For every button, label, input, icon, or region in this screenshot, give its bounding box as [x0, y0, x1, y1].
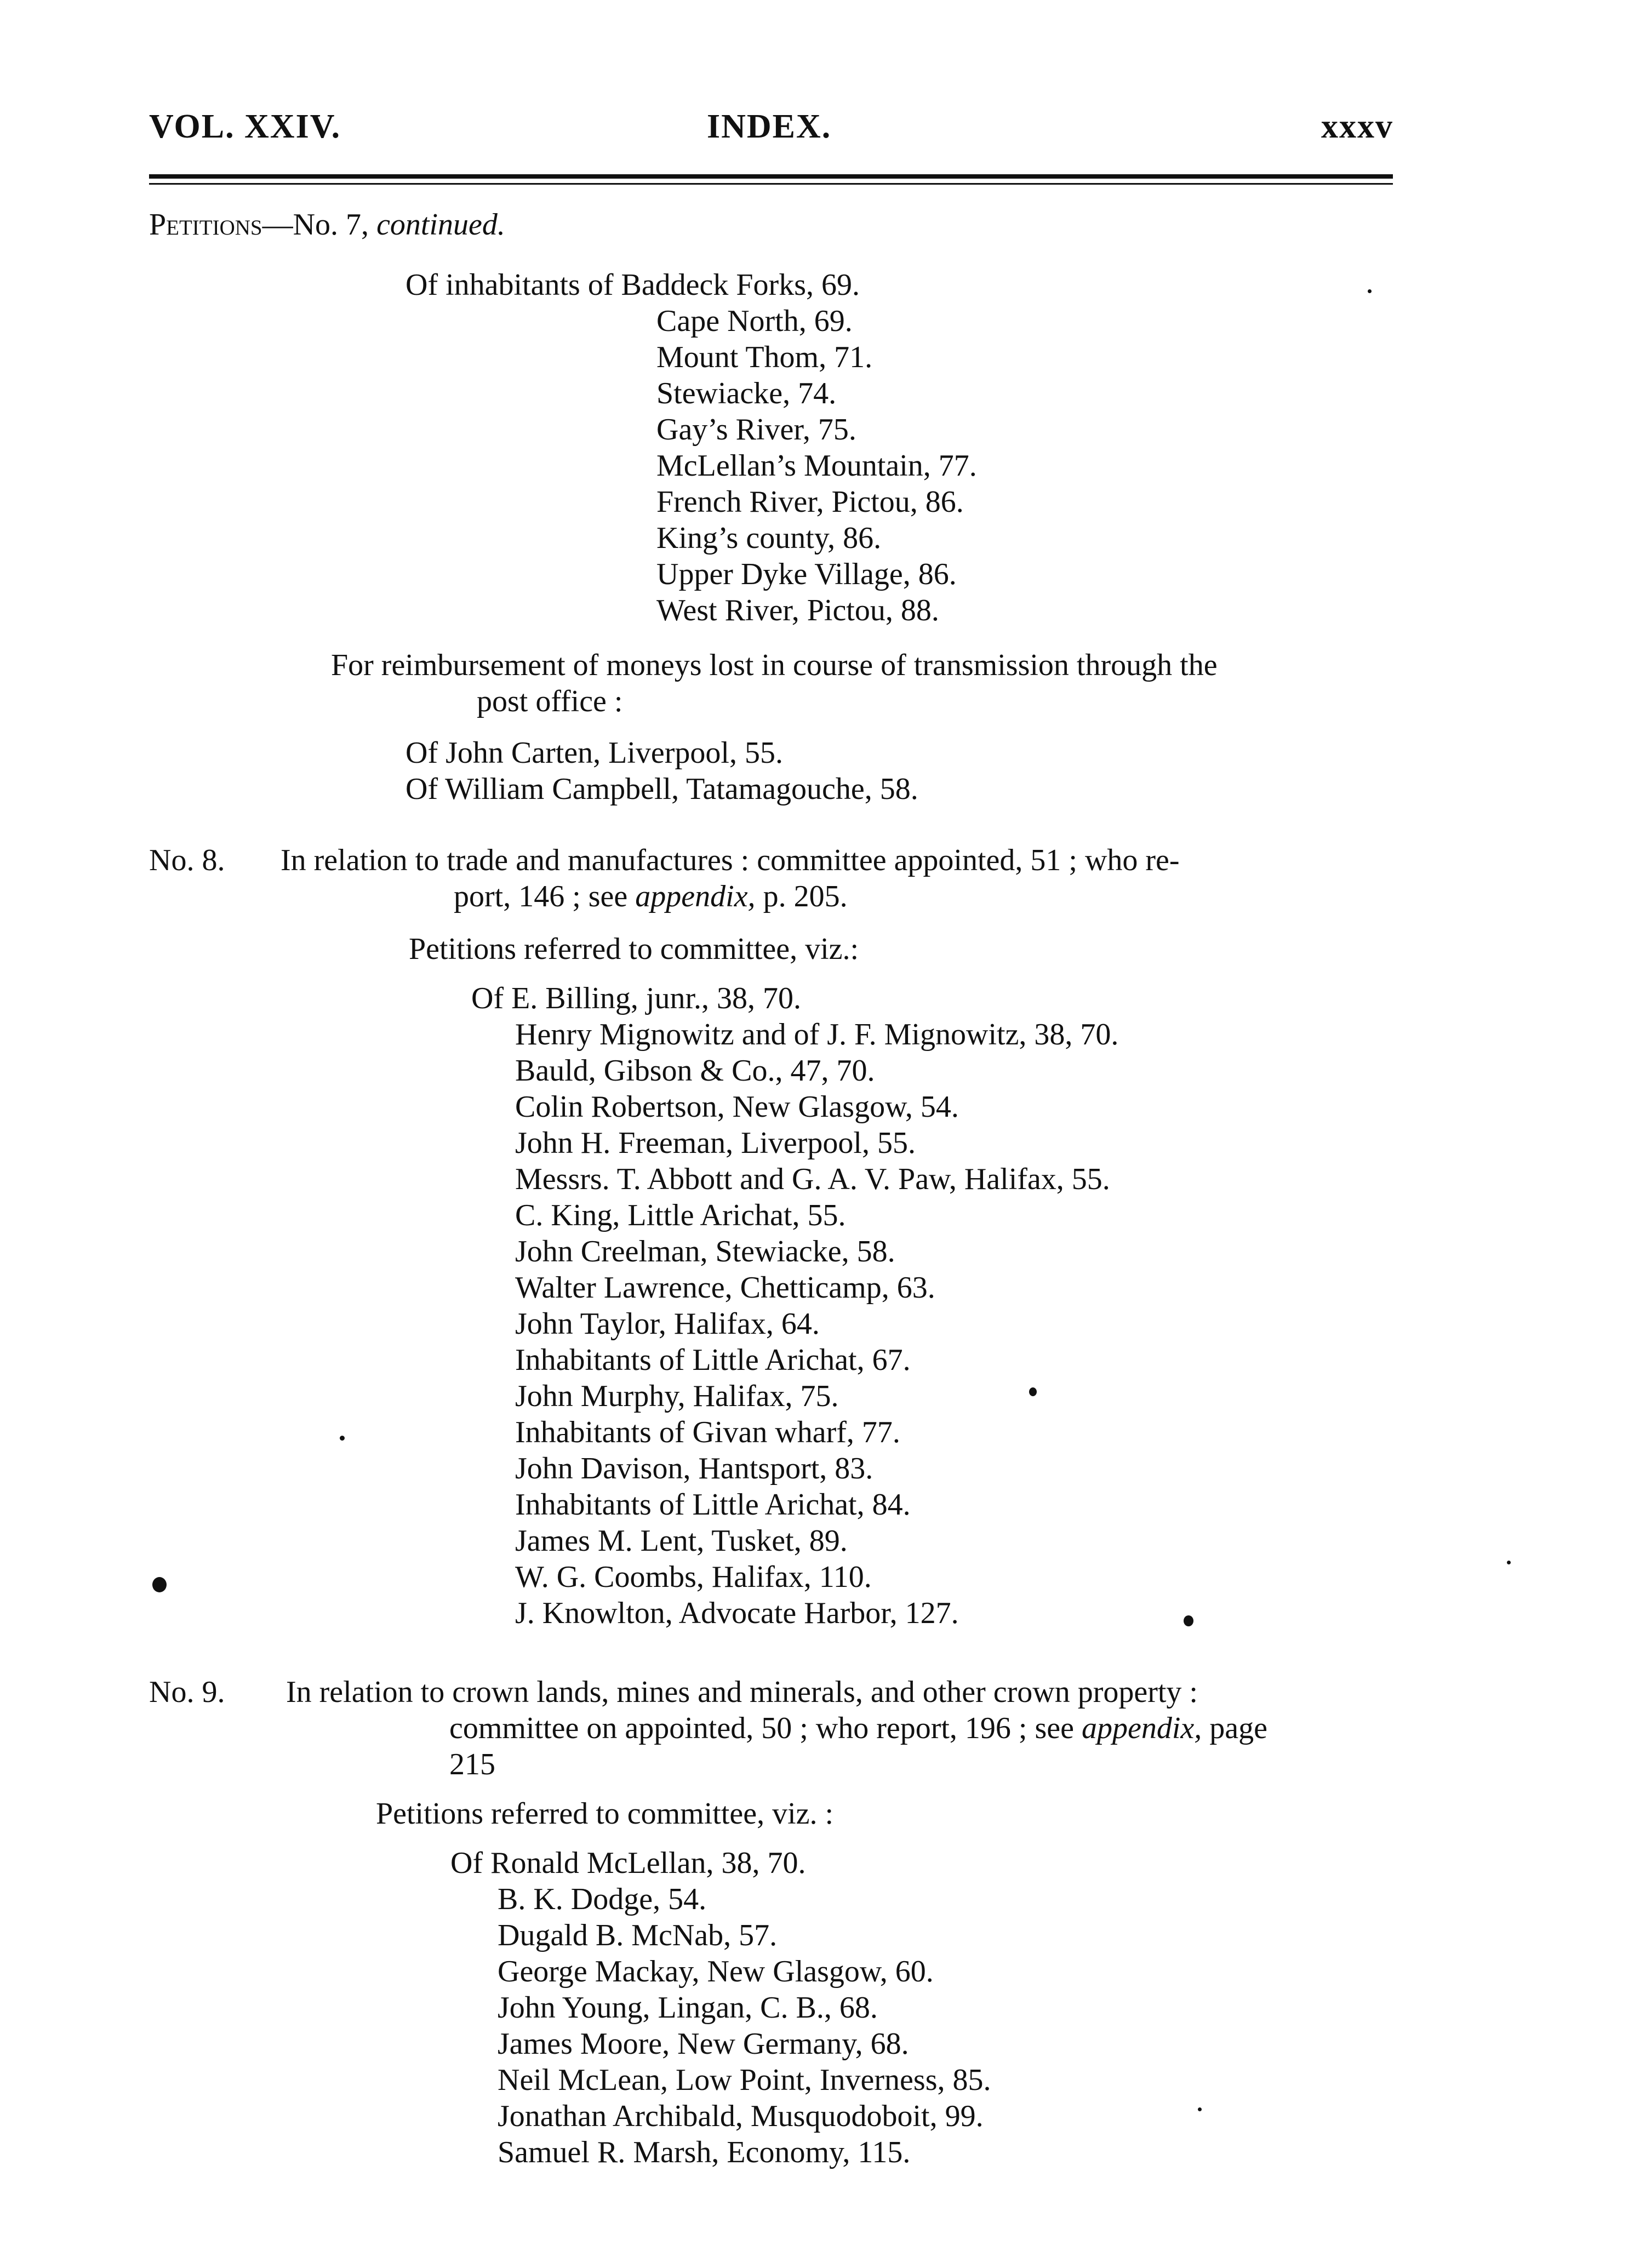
no9-number: No. 9. — [149, 1675, 225, 1709]
no9-petition-item: Neil McLean, Low Point, Inverness, 85. — [498, 2063, 991, 2097]
no7-place-item: King’s county, 86. — [656, 521, 882, 555]
no8-petition-item: Messrs. T. Abbott and G. A. V. Paw, Halifax, 55. — [515, 1162, 1110, 1196]
running-header-volume: VOL. XXIV. — [149, 108, 341, 145]
no8-petition-item: James M. Lent, Tusket, 89. — [515, 1524, 848, 1558]
no8-petition-item: Inhabitants of Little Arichat, 84. — [515, 1488, 911, 1522]
no8-petition-item: Inhabitants of Givan wharf, 77. — [515, 1415, 900, 1449]
no7-reimbursement-item: Of John Carten, Liverpool, 55. — [405, 736, 783, 770]
ink-speck — [1198, 2107, 1202, 2111]
no8-appendix-italic: appendix, — [635, 879, 756, 913]
no8-petition-item: John Davison, Hantsport, 83. — [515, 1452, 873, 1486]
no7-place-item: French River, Pictou, 86. — [656, 485, 964, 519]
no8-description-text: port, 146 ; see — [454, 879, 636, 913]
no7-place-item: McLellan’s Mountain, 77. — [656, 449, 977, 483]
no8-petitions-heading: Petitions referred to committee, viz.: — [409, 932, 859, 966]
no8-petition-item: J. Knowlton, Advocate Harbor, 127. — [515, 1596, 959, 1630]
no8-petition-item: John Taylor, Halifax, 64. — [515, 1307, 820, 1341]
no8-petition-item: Colin Robertson, New Glasgow, 54. — [515, 1090, 959, 1124]
continued-heading-number: —No. 7, — [262, 208, 377, 242]
no8-petition-item: Bauld, Gibson & Co., 47, 70. — [515, 1054, 875, 1088]
no8-petition-item: John H. Freeman, Liverpool, 55. — [515, 1126, 916, 1160]
no9-petition-item: Samuel R. Marsh, Economy, 115. — [498, 2135, 911, 2169]
no7-place-item: Upper Dyke Village, 86. — [656, 557, 957, 591]
no8-number: No. 8. — [149, 843, 225, 877]
no8-description-page: p. 205. — [755, 879, 848, 913]
no9-description-page: page — [1202, 1711, 1267, 1745]
no9-petition-item: Dugald B. McNab, 57. — [498, 1918, 778, 1952]
ink-blot — [152, 1577, 167, 1592]
ink-blot — [1184, 1615, 1193, 1626]
no8-petition-item: Inhabitants of Little Arichat, 67. — [515, 1343, 911, 1377]
no9-appendix-italic: appendix, — [1081, 1711, 1202, 1745]
page-number: xxxv — [1321, 108, 1393, 145]
no8-description-line-2 — [454, 881, 848, 912]
no9-description-line-1: In relation to crown lands, mines and minerals, and other crown property : — [286, 1675, 1198, 1709]
no8-petition-item: C. King, Little Arichat, 55. — [515, 1198, 846, 1232]
no7-lead-entry: Of inhabitants of Baddeck Forks, 69. — [405, 268, 860, 302]
no8-petition-item: John Murphy, Halifax, 75. — [515, 1379, 839, 1413]
header-rule-thick — [149, 174, 1393, 179]
no8-petition-item: Henry Mignowitz and of J. F. Mignowitz, 38, 70. — [515, 1018, 1119, 1052]
no7-reimbursement-item: Of William Campbell, Tatamagouche, 58. — [405, 772, 918, 806]
no7-place-item: Stewiacke, 74. — [656, 376, 837, 410]
continued-heading-italic: continued. — [376, 208, 505, 242]
ink-speck — [340, 1436, 345, 1441]
no9-petitions-heading: Petitions referred to committee, viz. : — [376, 1797, 834, 1831]
no7-reimbursement-line-1: For reimbursement of moneys lost in course of transmission through the — [331, 648, 1218, 682]
no7-reimbursement-line-2: post office : — [477, 684, 623, 718]
no9-petition-item: George Mackay, New Glasgow, 60. — [498, 1955, 934, 1989]
no9-description-text: committee on appointed, 50 ; who report, 196 ; see — [449, 1711, 1082, 1745]
no8-lead-entry: Of E. Billing, junr., 38, 70. — [471, 981, 801, 1015]
no9-petition-item: Jonathan Archibald, Musquodoboit, 99. — [498, 2099, 984, 2133]
continued-heading — [149, 209, 505, 240]
ink-speck — [1507, 1561, 1511, 1564]
no8-description-line-1: In relation to trade and manufactures : committee appointed, 51 ; who re- — [281, 843, 1180, 877]
no9-petition-item: John Young, Lingan, C. B., 68. — [498, 1991, 878, 2025]
no9-petition-item: James Moore, New Germany, 68. — [498, 2027, 909, 2061]
no7-place-item: Mount Thom, 71. — [656, 340, 873, 374]
no7-place-item: Cape North, 69. — [656, 304, 853, 338]
no9-petition-item: B. K. Dodge, 54. — [498, 1882, 707, 1916]
no8-petition-item: Walter Lawrence, Chetticamp, 63. — [515, 1271, 935, 1305]
continued-heading-label: Petitions — [149, 208, 262, 242]
no7-place-item: West River, Pictou, 88. — [656, 593, 939, 627]
ink-speck — [1368, 289, 1372, 293]
no7-place-item: Gay’s River, 75. — [656, 413, 856, 447]
ink-blot — [1029, 1387, 1037, 1396]
header-rule-thin — [149, 183, 1393, 185]
no9-description-line-3: 215 — [449, 1747, 495, 1781]
no9-lead-entry: Of Ronald McLellan, 38, 70. — [450, 1846, 806, 1880]
no8-petition-item: W. G. Coombs, Halifax, 110. — [515, 1560, 872, 1594]
running-header-title: INDEX. — [707, 108, 832, 145]
no8-petition-item: John Creelman, Stewiacke, 58. — [515, 1235, 895, 1269]
no9-description-line-2 — [449, 1713, 1267, 1744]
